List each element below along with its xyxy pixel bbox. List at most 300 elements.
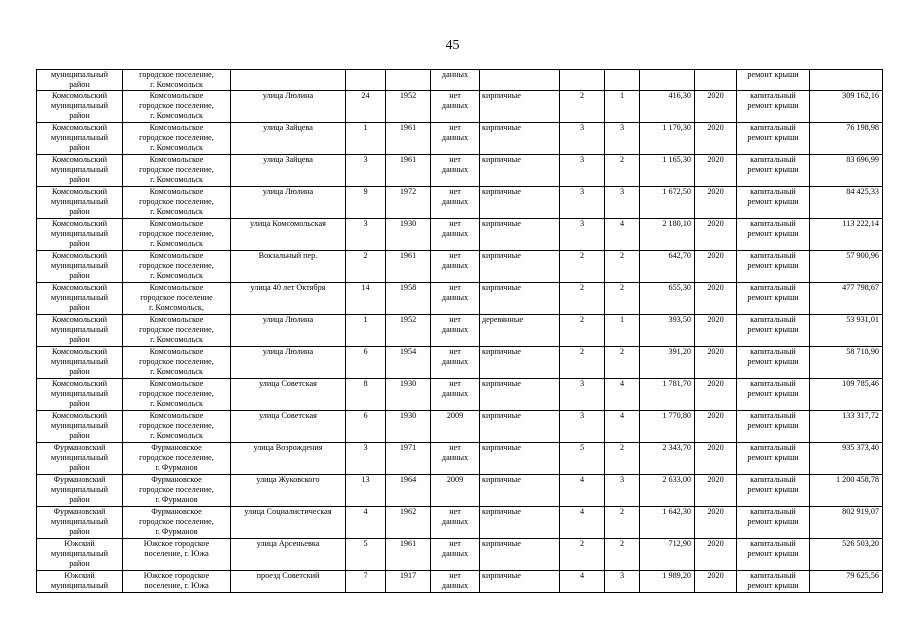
cell-entrances: 4 — [605, 219, 640, 251]
cell-district-line: муниципальный — [51, 485, 108, 494]
cell-work-type — [737, 187, 810, 219]
cell-wall-material: кирпичные — [480, 251, 560, 283]
cell-street: улица Советская — [231, 379, 346, 411]
cell-entrances: 3 — [605, 187, 640, 219]
cell-settlement-line: г. Фурманов — [155, 495, 198, 504]
cell-work-type-line: ремонт крыши — [747, 517, 799, 526]
cell-last-repair-year — [431, 283, 480, 315]
cell-district — [37, 283, 123, 315]
cell-cost — [810, 70, 883, 91]
cell-last-repair-year-line: нет — [449, 219, 461, 228]
cell-district — [37, 123, 123, 155]
cell-settlement-line: г. Комсомольск — [150, 399, 203, 408]
cell-wall-material: кирпичные — [480, 539, 560, 571]
cell-district-line: Фурмановский — [53, 475, 106, 484]
cell-plan-year — [695, 70, 737, 91]
cell-floors: 2 — [560, 251, 605, 283]
cell-plan-year: 2020 — [695, 123, 737, 155]
cell-plan-year: 2020 — [695, 379, 737, 411]
cell-last-repair-year — [431, 187, 480, 219]
cell-street: проезд Советский — [231, 571, 346, 593]
cell-settlement-line: городское поселение, — [139, 357, 214, 366]
cell-settlement-line: г. Комсомольск — [150, 143, 203, 152]
cell-floors: 3 — [560, 219, 605, 251]
cell-entrances: 4 — [605, 411, 640, 443]
cell-wall-material: кирпичные — [480, 219, 560, 251]
cell-settlement-line: г. Комсомольск — [150, 271, 203, 280]
cell-wall-material: кирпичные — [480, 507, 560, 539]
cell-cost: 57 900,96 — [810, 251, 883, 283]
cell-last-repair-year-line: 2009 — [446, 475, 464, 484]
cell-last-repair-year — [431, 507, 480, 539]
cell-last-repair-year-line: данных — [441, 229, 469, 238]
cell-last-repair-year-line: нет — [449, 347, 461, 356]
cell-settlement-line: г. Комсомольск — [150, 111, 203, 120]
cell-area: 655,30 — [640, 283, 695, 315]
cell-last-repair-year — [431, 539, 480, 571]
cell-plan-year: 2020 — [695, 443, 737, 475]
cell-settlement-line: Фурмановское — [151, 443, 202, 452]
cell-last-repair-year-line: нет — [449, 443, 461, 452]
cell-work-type — [737, 283, 810, 315]
cell-cost: 133 317,72 — [810, 411, 883, 443]
cell-work-type-line: капитальный — [750, 475, 796, 484]
table-row — [37, 411, 883, 443]
cell-settlement — [123, 91, 231, 123]
cell-build-year: 1954 — [386, 347, 431, 379]
cell-wall-material: кирпичные — [480, 475, 560, 507]
cell-cost: 477 798,67 — [810, 283, 883, 315]
cell-work-type — [737, 70, 810, 91]
cell-settlement-line: городское поселение, — [139, 70, 214, 79]
cell-area: 1 781,70 — [640, 379, 695, 411]
cell-district-line: Комсомольский — [51, 411, 108, 420]
cell-entrances: 3 — [605, 475, 640, 507]
cell-work-type-line: капитальный — [750, 283, 796, 292]
cell-area: 2 180,10 — [640, 219, 695, 251]
cell-district-line: район — [69, 335, 90, 344]
cell-house-number: 3 — [346, 443, 386, 475]
cell-work-type-line: капитальный — [750, 251, 796, 260]
table-row — [37, 571, 883, 593]
cell-last-repair-year-line: нет — [449, 251, 461, 260]
cell-house-number: 13 — [346, 475, 386, 507]
cell-house-number: 3 — [346, 219, 386, 251]
cell-entrances: 2 — [605, 283, 640, 315]
cell-work-type — [737, 443, 810, 475]
cell-floors: 2 — [560, 91, 605, 123]
cell-settlement-line: городское поселение, — [139, 229, 214, 238]
cell-house-number: 1 — [346, 315, 386, 347]
cell-settlement-line: Комсомольское — [149, 219, 204, 228]
cell-build-year — [386, 70, 431, 91]
cell-street: улица 40 лет Октября — [231, 283, 346, 315]
cell-district-line: муниципальный — [51, 293, 108, 302]
cell-settlement-line: городское поселение, — [139, 421, 214, 430]
cell-district-line: муниципальный — [51, 453, 108, 462]
cell-area: 712,90 — [640, 539, 695, 571]
cell-settlement-line: г. Комсомольск — [150, 239, 203, 248]
cell-plan-year: 2020 — [695, 91, 737, 123]
cell-district — [37, 187, 123, 219]
cell-last-repair-year-line: данных — [441, 197, 469, 206]
cell-settlement — [123, 187, 231, 219]
cell-area: 1 672,50 — [640, 187, 695, 219]
cell-last-repair-year-line: данных — [441, 70, 469, 79]
cell-cost: 53 931,01 — [810, 315, 883, 347]
cell-district-line: район — [69, 175, 90, 184]
cell-settlement-line: Комсомольское — [149, 91, 204, 100]
cell-district — [37, 475, 123, 507]
cell-last-repair-year-line: данных — [441, 101, 469, 110]
cell-work-type — [737, 219, 810, 251]
cell-district — [37, 251, 123, 283]
cell-work-type-line: ремонт крыши — [747, 101, 799, 110]
table-row — [37, 155, 883, 187]
cell-last-repair-year-line: нет — [449, 539, 461, 548]
cell-last-repair-year — [431, 70, 480, 91]
cell-settlement-line: городское поселение — [140, 293, 213, 302]
cell-settlement-line: городское поселение, — [139, 517, 214, 526]
cell-district-line: муниципальный — [51, 133, 108, 142]
cell-floors: 3 — [560, 187, 605, 219]
cell-area: 2 633,00 — [640, 475, 695, 507]
table-row — [37, 539, 883, 571]
cell-floors: 3 — [560, 123, 605, 155]
cell-district-line: Комсомольский — [51, 91, 108, 100]
cell-build-year: 1930 — [386, 219, 431, 251]
cell-build-year: 1952 — [386, 315, 431, 347]
cell-wall-material: кирпичные — [480, 123, 560, 155]
cell-entrances: 2 — [605, 507, 640, 539]
cell-last-repair-year — [431, 123, 480, 155]
cell-last-repair-year — [431, 443, 480, 475]
cell-street — [231, 70, 346, 91]
cell-area: 2 343,70 — [640, 443, 695, 475]
cell-plan-year: 2020 — [695, 571, 737, 593]
cell-entrances — [605, 70, 640, 91]
cell-work-type-line: ремонт крыши — [747, 133, 799, 142]
cell-work-type-line: ремонт крыши — [747, 197, 799, 206]
cell-district-line: район — [69, 143, 90, 152]
cell-entrances: 2 — [605, 251, 640, 283]
cell-district-line: Фурмановский — [53, 443, 106, 452]
cell-last-repair-year-line: нет — [449, 187, 461, 196]
cell-settlement-line: городское поселение, — [139, 325, 214, 334]
cell-settlement-line: г. Комсомольск — [150, 431, 203, 440]
cell-wall-material: кирпичные — [480, 379, 560, 411]
cell-last-repair-year-line: данных — [441, 325, 469, 334]
cell-entrances: 2 — [605, 443, 640, 475]
cell-district-line: район — [69, 431, 90, 440]
cell-floors: 2 — [560, 315, 605, 347]
cell-district-line: Комсомольский — [51, 347, 108, 356]
table-row — [37, 91, 883, 123]
cell-district-line: район — [69, 495, 90, 504]
cell-street: улица Арсеньевка — [231, 539, 346, 571]
cell-wall-material: кирпичные — [480, 347, 560, 379]
cell-district-line: муниципальный — [51, 197, 108, 206]
cell-last-repair-year-line: нет — [449, 155, 461, 164]
cell-floors: 2 — [560, 539, 605, 571]
cell-work-type — [737, 539, 810, 571]
cell-district-line: район — [69, 463, 90, 472]
cell-cost: 309 162,16 — [810, 91, 883, 123]
cell-area: 393,50 — [640, 315, 695, 347]
cell-work-type-line: капитальный — [750, 411, 796, 420]
cell-house-number: 8 — [346, 379, 386, 411]
cell-district-line: район — [69, 399, 90, 408]
cell-work-type-line: ремонт крыши — [747, 325, 799, 334]
cell-district — [37, 539, 123, 571]
cell-work-type-line: капитальный — [750, 187, 796, 196]
cell-street: улица Социалистическая — [231, 507, 346, 539]
cell-district — [37, 155, 123, 187]
cell-last-repair-year — [431, 571, 480, 593]
cell-floors: 3 — [560, 155, 605, 187]
cell-last-repair-year-line: нет — [449, 283, 461, 292]
cell-build-year: 1958 — [386, 283, 431, 315]
cell-cost: 113 222,14 — [810, 219, 883, 251]
cell-entrances: 2 — [605, 539, 640, 571]
cell-district-line: муниципальный — [51, 229, 108, 238]
page-number: 45 — [445, 38, 460, 53]
cell-work-type — [737, 315, 810, 347]
cell-district-line: муниципальный — [51, 70, 108, 79]
cell-district-line: муниципальный — [51, 101, 108, 110]
cell-last-repair-year-line: нет — [449, 571, 461, 580]
cell-last-repair-year — [431, 155, 480, 187]
cell-work-type — [737, 251, 810, 283]
cell-work-type-line: капитальный — [750, 507, 796, 516]
cell-floors: 2 — [560, 347, 605, 379]
cell-build-year: 1961 — [386, 539, 431, 571]
cell-work-type-line: ремонт крыши — [747, 485, 799, 494]
cell-last-repair-year-line: нет — [449, 379, 461, 388]
cell-district-line: район — [69, 559, 90, 568]
cell-build-year: 1930 — [386, 379, 431, 411]
cell-plan-year: 2020 — [695, 411, 737, 443]
cell-work-type-line: капитальный — [750, 571, 796, 580]
cell-wall-material — [480, 70, 560, 91]
cell-settlement-line: поселение, г. Южа — [144, 549, 209, 558]
cell-work-type-line: капитальный — [750, 123, 796, 132]
cell-cost: 935 373,40 — [810, 443, 883, 475]
cell-district — [37, 219, 123, 251]
cell-settlement-line: г. Комсомольск — [150, 367, 203, 376]
cell-work-type — [737, 123, 810, 155]
cell-settlement-line: г. Фурманов — [155, 463, 198, 472]
cell-work-type — [737, 475, 810, 507]
cell-area: 1 989,20 — [640, 571, 695, 593]
cell-district-line: Комсомольский — [51, 219, 108, 228]
cell-last-repair-year-line: данных — [441, 165, 469, 174]
cell-settlement — [123, 219, 231, 251]
cell-wall-material: кирпичные — [480, 155, 560, 187]
cell-district-line: район — [69, 527, 90, 536]
cell-district-line: Комсомольский — [51, 123, 108, 132]
cell-settlement-line: поселение, г. Южа — [144, 581, 209, 590]
cell-last-repair-year-line: данных — [441, 133, 469, 142]
cell-district-line: муниципальный — [51, 549, 108, 558]
cell-work-type-line: капитальный — [750, 219, 796, 228]
table-row — [37, 187, 883, 219]
cell-work-type-line: ремонт крыши — [747, 581, 799, 590]
cell-house-number: 14 — [346, 283, 386, 315]
cell-settlement-line: Комсомольское — [149, 315, 204, 324]
cell-area: 1 642,30 — [640, 507, 695, 539]
cell-settlement-line: Комсомольское — [149, 379, 204, 388]
cell-work-type-line: ремонт крыши — [747, 549, 799, 558]
cell-last-repair-year-line: данных — [441, 293, 469, 302]
cell-district-line: район — [69, 111, 90, 120]
cell-district — [37, 571, 123, 593]
cell-settlement-line: городское поселение, — [139, 101, 214, 110]
cell-wall-material: деревянные — [480, 315, 560, 347]
cell-cost: 1 200 458,78 — [810, 475, 883, 507]
cell-work-type — [737, 411, 810, 443]
cell-district-line: район — [69, 271, 90, 280]
cell-work-type — [737, 507, 810, 539]
cell-settlement — [123, 379, 231, 411]
buildings-table — [36, 69, 883, 593]
cell-district-line: Комсомольский — [51, 187, 108, 196]
cell-build-year: 1917 — [386, 571, 431, 593]
cell-work-type — [737, 347, 810, 379]
cell-house-number: 24 — [346, 91, 386, 123]
cell-cost: 83 696,99 — [810, 155, 883, 187]
cell-plan-year: 2020 — [695, 475, 737, 507]
table-row — [37, 283, 883, 315]
cell-settlement-line: Южское городское — [143, 571, 210, 580]
cell-street: улица Люлина — [231, 91, 346, 123]
cell-work-type — [737, 91, 810, 123]
cell-house-number: 9 — [346, 187, 386, 219]
cell-house-number: 4 — [346, 507, 386, 539]
cell-district — [37, 347, 123, 379]
cell-district-line: Фурмановский — [53, 507, 106, 516]
table-body — [37, 70, 883, 593]
cell-last-repair-year-line: данных — [441, 389, 469, 398]
cell-last-repair-year-line: данных — [441, 549, 469, 558]
cell-settlement-line: городское поселение, — [139, 197, 214, 206]
cell-district — [37, 315, 123, 347]
cell-plan-year: 2020 — [695, 187, 737, 219]
cell-settlement — [123, 507, 231, 539]
cell-floors: 4 — [560, 571, 605, 593]
cell-district-line: Комсомольский — [51, 155, 108, 164]
cell-street: улица Люлина — [231, 315, 346, 347]
cell-wall-material: кирпичные — [480, 443, 560, 475]
cell-work-type-line: ремонт крыши — [747, 453, 799, 462]
cell-work-type-line: капитальный — [750, 539, 796, 548]
cell-settlement-line: Комсомольское — [149, 187, 204, 196]
cell-work-type-line: ремонт крыши — [747, 357, 799, 366]
cell-work-type-line: ремонт крыши — [747, 229, 799, 238]
cell-wall-material: кирпичные — [480, 187, 560, 219]
cell-last-repair-year-line: данных — [441, 453, 469, 462]
cell-district-line: муниципальный — [51, 389, 108, 398]
cell-district-line: Комсомольский — [51, 251, 108, 260]
cell-area: 642,70 — [640, 251, 695, 283]
cell-wall-material: кирпичные — [480, 571, 560, 593]
cell-cost: 802 919,07 — [810, 507, 883, 539]
cell-entrances: 3 — [605, 123, 640, 155]
cell-area: 391,20 — [640, 347, 695, 379]
cell-wall-material: кирпичные — [480, 283, 560, 315]
cell-last-repair-year-line: нет — [449, 315, 461, 324]
cell-last-repair-year — [431, 219, 480, 251]
cell-last-repair-year-line: данных — [441, 357, 469, 366]
cell-last-repair-year-line: нет — [449, 507, 461, 516]
cell-last-repair-year-line: данных — [441, 517, 469, 526]
cell-build-year: 1961 — [386, 155, 431, 187]
cell-work-type-line: капитальный — [750, 379, 796, 388]
cell-district-line: муниципальный — [51, 261, 108, 270]
cell-district-line: муниципальный — [51, 357, 108, 366]
cell-settlement — [123, 475, 231, 507]
cell-last-repair-year-line: 2009 — [446, 411, 464, 420]
cell-plan-year: 2020 — [695, 315, 737, 347]
cell-work-type-line: капитальный — [750, 347, 796, 356]
cell-district — [37, 507, 123, 539]
cell-work-type-line: капитальный — [750, 155, 796, 164]
cell-cost: 76 198,98 — [810, 123, 883, 155]
cell-settlement-line: Комсомольское — [149, 283, 204, 292]
cell-last-repair-year — [431, 347, 480, 379]
table-row — [37, 347, 883, 379]
table-row — [37, 443, 883, 475]
table-row — [37, 70, 883, 91]
cell-last-repair-year — [431, 411, 480, 443]
cell-settlement — [123, 539, 231, 571]
cell-last-repair-year-line: нет — [449, 91, 461, 100]
cell-settlement-line: г. Комсомольск — [150, 80, 203, 89]
cell-house-number: 7 — [346, 571, 386, 593]
table-row — [37, 123, 883, 155]
cell-last-repair-year — [431, 475, 480, 507]
cell-district — [37, 379, 123, 411]
cell-settlement — [123, 443, 231, 475]
cell-cost: 526 503,20 — [810, 539, 883, 571]
cell-plan-year: 2020 — [695, 539, 737, 571]
cell-settlement — [123, 123, 231, 155]
cell-house-number: 6 — [346, 411, 386, 443]
cell-settlement-line: Фурмановское — [151, 507, 202, 516]
cell-district-line: район — [69, 367, 90, 376]
cell-house-number: 1 — [346, 123, 386, 155]
cell-build-year: 1930 — [386, 411, 431, 443]
cell-settlement — [123, 347, 231, 379]
cell-area: 1 170,30 — [640, 123, 695, 155]
cell-district-line: район — [69, 207, 90, 216]
cell-district-line: муниципальный — [51, 581, 108, 590]
cell-district-line: муниципальный — [51, 421, 108, 430]
cell-work-type-line: ремонт крыши — [747, 293, 799, 302]
cell-work-type-line: ремонт крыши — [747, 70, 799, 79]
cell-last-repair-year-line: данных — [441, 581, 469, 590]
cell-district-line: район — [69, 239, 90, 248]
cell-street: улица Зайцева — [231, 123, 346, 155]
cell-district — [37, 443, 123, 475]
table-row — [37, 507, 883, 539]
cell-entrances: 2 — [605, 155, 640, 187]
cell-wall-material: кирпичные — [480, 91, 560, 123]
cell-settlement-line: городское поселение, — [139, 485, 214, 494]
cell-entrances: 1 — [605, 91, 640, 123]
cell-work-type-line: ремонт крыши — [747, 389, 799, 398]
cell-settlement-line: г. Комсомольск — [150, 335, 203, 344]
